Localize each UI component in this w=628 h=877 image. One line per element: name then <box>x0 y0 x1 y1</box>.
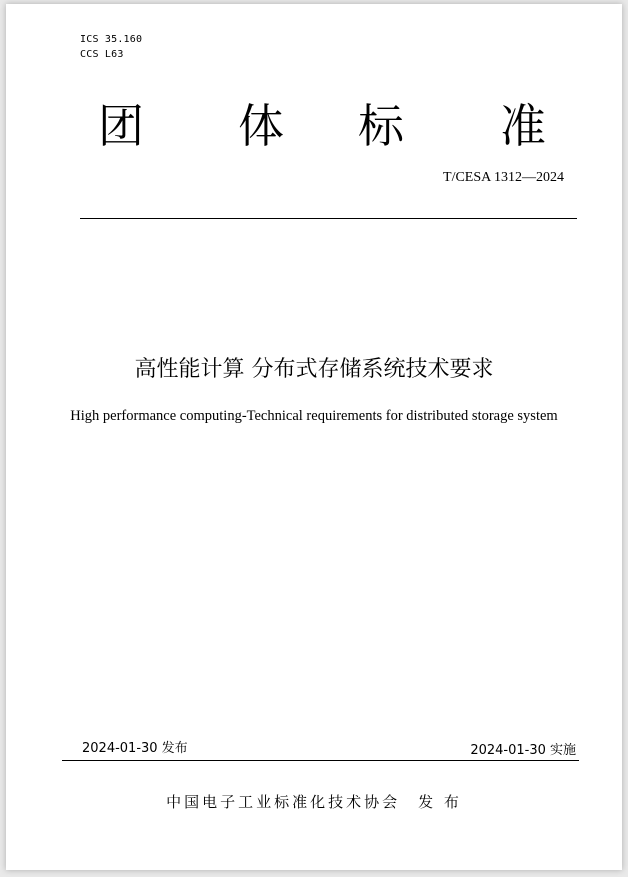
implementation-date: 2024-01-30 实施 <box>470 743 576 758</box>
issue-date: 2024-01-30 发布 <box>82 741 188 756</box>
ics-code: ICS 35.160 <box>80 34 143 45</box>
title-char-2: 体 <box>238 99 284 153</box>
publish-label: 发 布 <box>418 793 462 811</box>
footer-divider <box>62 760 579 761</box>
title-char-4: 准 <box>500 99 546 153</box>
ccs-code: CCS L63 <box>80 49 124 60</box>
title-char-1: 团 <box>98 99 144 153</box>
standard-number: T/CESA 1312—2024 <box>443 170 564 185</box>
publisher-line <box>6 791 622 812</box>
document-page <box>6 4 622 870</box>
header-divider <box>80 218 577 219</box>
title-char-3: 标 <box>358 99 404 153</box>
document-type-title <box>6 96 622 156</box>
chinese-title: 高性能计算 分布式存储系统技术要求 <box>134 357 494 382</box>
english-title: High performance computing-Technical requirements for distributed storage system <box>70 408 558 424</box>
publisher-organization: 中国电子工业标准化技术协会 <box>166 793 401 811</box>
